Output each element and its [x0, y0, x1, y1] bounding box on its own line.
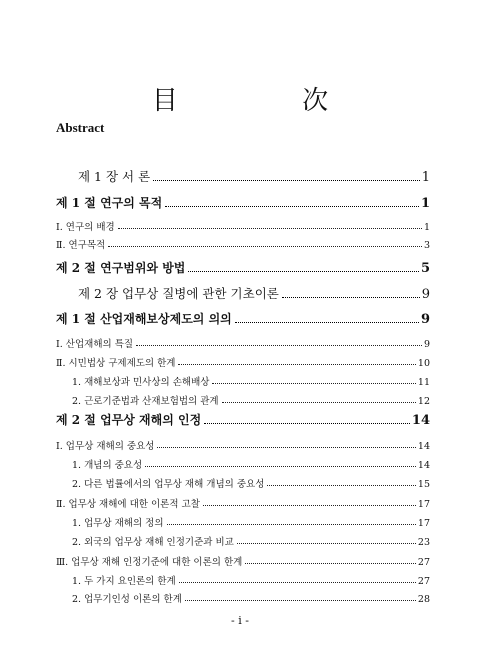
dot-leader	[185, 600, 416, 601]
toc-entry-label: Ⅰ. 연구의 배경	[56, 222, 115, 233]
toc-entry-sub[interactable]	[56, 470, 430, 490]
toc-entry-page-number: 27	[417, 557, 430, 568]
toc-entry-label: 1. 업무상 재해의 정의	[72, 518, 164, 529]
dot-leader	[212, 383, 415, 384]
toc-entry-sub[interactable]	[56, 585, 430, 605]
toc-entry-page-number: 27	[417, 576, 430, 587]
toc-entry-page-number: 12	[417, 396, 430, 407]
abstract-heading: Abstract	[56, 120, 105, 135]
toc-entry-label: 2. 외국의 업무상 재해 인정기준과 비교	[72, 537, 234, 548]
dot-leader	[136, 345, 422, 346]
dot-leader	[282, 297, 420, 298]
toc-entry-label: 제 2 절 업무상 재해의 인정	[56, 413, 202, 427]
toc-entry-item[interactable]	[56, 349, 430, 369]
dot-leader	[153, 180, 420, 181]
toc-entry-label: Ⅲ. 업무상 재해 인정기준에 대한 이론의 한계	[56, 557, 243, 568]
toc-entry-label: Ⅰ. 산업재해의 특질	[56, 339, 134, 350]
toc-entry-label: Ⅱ. 연구목적	[56, 240, 106, 251]
toc-entry-label: 제 2 절 연구범위와 방법	[56, 261, 186, 275]
toc-entry-page-number: 15	[417, 479, 430, 490]
dot-leader	[237, 543, 416, 544]
toc-entry-item[interactable]	[56, 330, 430, 350]
toc-entry-page-number: 14	[417, 441, 430, 452]
toc-entry-label: 1. 두 가지 요인론의 한계	[72, 576, 176, 587]
dot-leader	[188, 271, 419, 272]
dot-leader	[245, 563, 416, 564]
toc-entry-section[interactable]	[56, 191, 430, 211]
toc-entry-label: 2. 근로기준법과 산재보험법의 관계	[72, 396, 219, 407]
toc-entry-page-number: 3	[423, 240, 430, 251]
toc-entry-label: 1. 개념의 중요성	[72, 460, 143, 471]
toc-entry-page-number: 23	[417, 537, 430, 548]
toc-entry-page-number: 1	[420, 196, 430, 211]
dot-leader	[157, 447, 415, 448]
toc-entry-item[interactable]	[56, 213, 430, 233]
toc-entry-page-number: 17	[417, 518, 430, 529]
toc-entry-page-number: 9	[420, 312, 430, 327]
toc-entry-chapter[interactable]	[56, 165, 430, 185]
dot-leader	[165, 206, 419, 207]
toc-entry-sub[interactable]	[56, 509, 430, 529]
toc-entry-item[interactable]	[56, 432, 430, 452]
page-title: 目 次	[151, 86, 387, 116]
toc-entry-sub[interactable]	[56, 451, 430, 471]
toc-entry-label: 2. 업무기인성 이론의 한계	[72, 594, 182, 605]
toc-entry-sub[interactable]	[56, 387, 430, 407]
toc-entry-item[interactable]	[56, 231, 430, 251]
dot-leader	[167, 524, 416, 525]
toc-entry-page-number: 10	[417, 358, 430, 369]
toc-entry-page-number: 1	[423, 222, 430, 233]
toc-entry-item[interactable]	[56, 548, 430, 568]
dot-leader	[145, 466, 416, 467]
toc-entry-page-number: 9	[421, 287, 430, 302]
toc-entry-label: 제 1 장 서 론	[78, 169, 151, 184]
toc-entry-label: 제 2 장 업무상 질병에 관한 기초이론	[78, 286, 279, 301]
toc-entry-page-number: 1	[421, 170, 430, 185]
toc-entry-sub[interactable]	[56, 567, 430, 587]
toc-entry-page-number: 9	[423, 339, 430, 350]
toc-entry-section[interactable]	[56, 408, 430, 428]
toc-entry-label: 1. 재해보상과 민사상의 손해배상	[72, 377, 210, 388]
toc-entry-page-number: 5	[420, 261, 430, 276]
dot-leader	[203, 505, 416, 506]
dot-leader	[118, 228, 422, 229]
toc-entry-label: Ⅰ. 업무상 재해의 중요성	[56, 441, 155, 452]
toc-entry-section[interactable]	[56, 256, 430, 276]
toc-entry-label: 2. 다른 법률에서의 업무상 재해 개념의 중요성	[72, 479, 265, 490]
toc-entry-label: 제 1 절 산업재해보상제도의 의의	[56, 312, 232, 326]
toc-entry-label: 제 1 절 연구의 목적	[56, 196, 163, 210]
dot-leader	[108, 246, 422, 247]
toc-entry-sub[interactable]	[56, 528, 430, 548]
dot-leader	[222, 402, 416, 403]
toc-entry-page-number: 14	[417, 460, 430, 471]
page-number-footer: - i -	[231, 614, 249, 627]
toc-entry-page-number: 28	[417, 594, 430, 605]
dot-leader	[235, 322, 419, 323]
toc-entry-label: Ⅱ. 시민법상 구제제도의 한계	[56, 358, 176, 369]
dot-leader	[179, 582, 416, 583]
toc-entry-section[interactable]	[56, 307, 430, 327]
dot-leader	[267, 485, 416, 486]
toc-entry-page-number: 17	[417, 499, 430, 510]
toc-entry-page-number: 11	[417, 377, 430, 388]
dot-leader	[178, 364, 415, 365]
toc-entry-item[interactable]	[56, 490, 430, 510]
toc-entry-label: Ⅱ. 업무상 재해에 대한 이론적 고찰	[56, 499, 200, 510]
toc-entry-chapter[interactable]	[56, 282, 430, 302]
dot-leader	[204, 423, 410, 424]
toc-entry-sub[interactable]	[56, 368, 430, 388]
toc-entry-page-number: 14	[411, 413, 430, 428]
